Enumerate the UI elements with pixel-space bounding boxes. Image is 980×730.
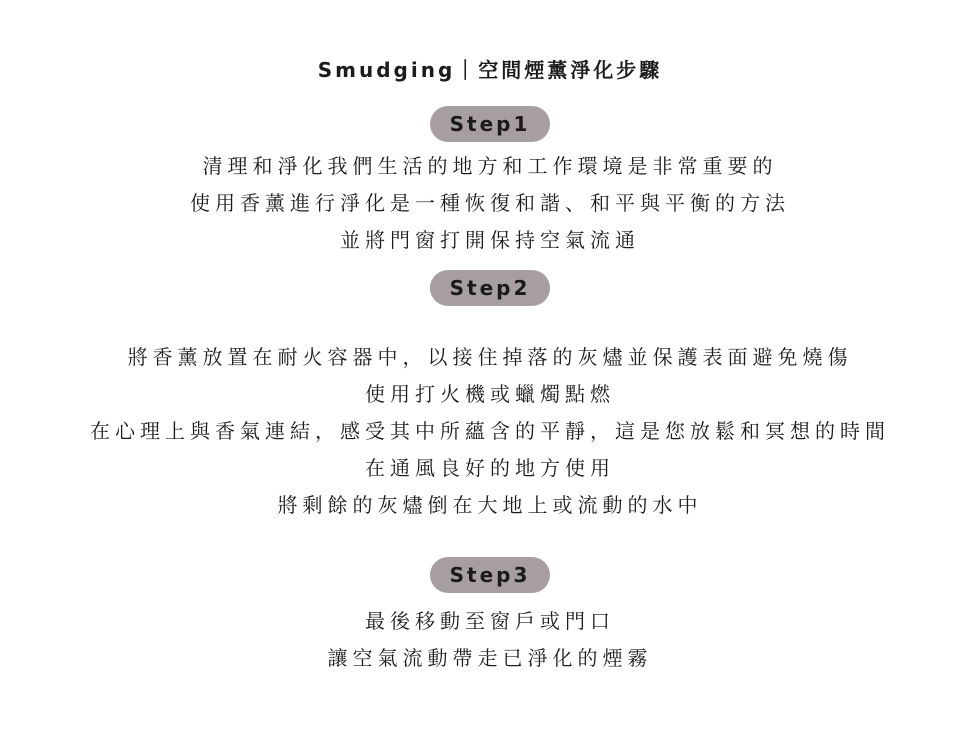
step-1-line-3: 並將門窗打開保持空氣流通	[340, 228, 640, 252]
step-2-text	[0, 339, 980, 524]
step-1-line-2: 使用香薰進行淨化是一種恢復和諧、和平與平衡的方法	[190, 191, 790, 215]
step-3-text	[0, 603, 980, 677]
step-1-line-1: 清理和淨化我們生活的地方和工作環境是非常重要的	[202, 154, 778, 178]
step-1-badge: Step1	[430, 106, 550, 142]
step-3-badge: Step3	[430, 557, 550, 593]
step-3-line-1: 最後移動至窗戶或門口	[365, 609, 615, 633]
step-1-text	[0, 148, 980, 259]
step-2-badge: Step2	[430, 270, 550, 306]
step-2-line-1: 將香薰放置在耐火容器中，以接住掉落的灰燼並保護表面避免燒傷	[127, 345, 853, 369]
step-2-line-4: 在通風良好的地方使用	[365, 456, 615, 480]
page-title: Smudging｜空間煙薰淨化步驟	[317, 58, 663, 82]
step-2-line-2: 使用打火機或蠟燭點燃	[365, 382, 615, 406]
step-2-line-3: 在心理上與香氣連結，感受其中所蘊含的平靜，這是您放鬆和冥想的時間	[90, 419, 890, 443]
step-2-line-5: 將剩餘的灰燼倒在大地上或流動的水中	[277, 493, 703, 517]
step-3-line-2: 讓空氣流動帶走已淨化的煙霧	[327, 646, 653, 670]
